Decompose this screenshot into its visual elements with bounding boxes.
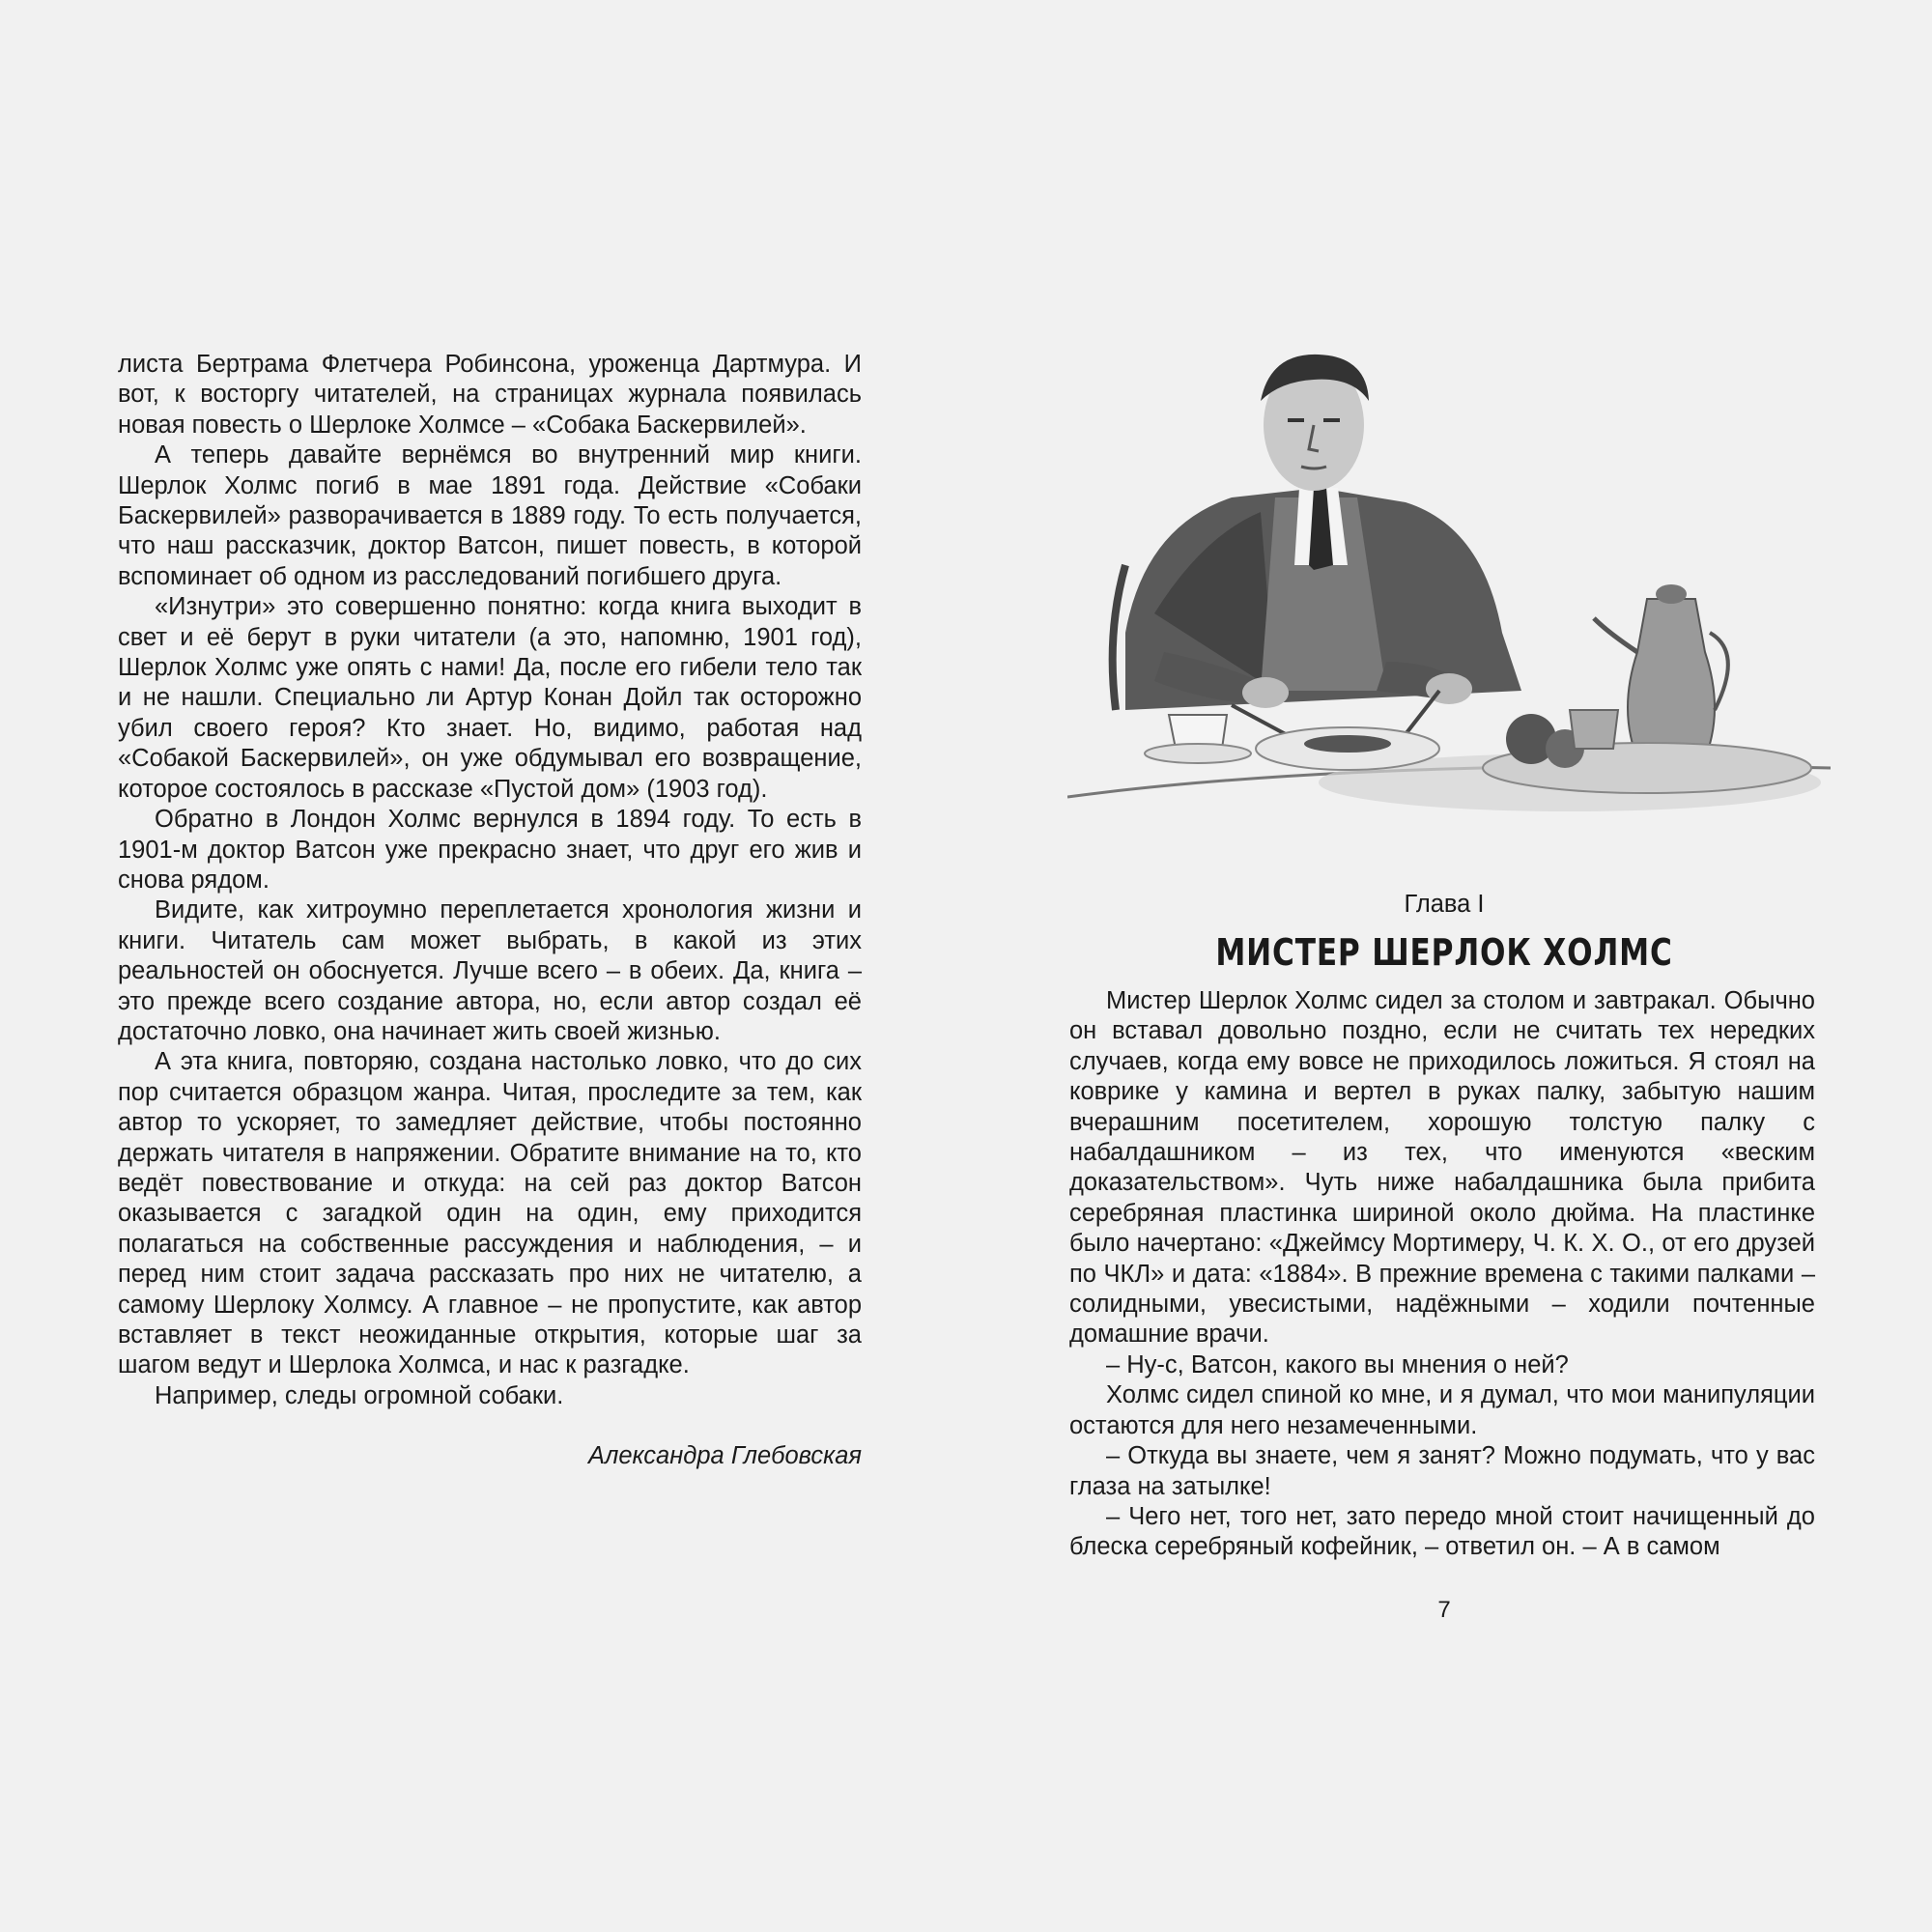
paragraph: Например, следы огромной собаки.	[155, 1381, 564, 1409]
left-page-text	[118, 350, 862, 1411]
chapter-label: Глава I	[1404, 891, 1485, 918]
paragraph: – Откуда вы знаете, чем я занят? Можно подумать, что у вас глаза на затылке!	[1069, 1442, 1815, 1500]
holmes-breakfast-illustration	[1067, 343, 1831, 826]
paragraph: листа Бертрама Флетчера Робинсона, уроженца Дартмура. И вот, к восторгу читателей, на страницах журнала появилась новая повесть о Шерлоке Холмсе – «Собака Баскервилей».	[118, 351, 862, 439]
paragraph: Мистер Шерлок Холмс сидел за столом и завтракал. Обычно он вставал довольно поздно, если не считать тех нередких случаев, когда ему вовсе не приходилось ложиться. Я стоял на коврике у камина и вертел в руках палку, забытую нашим вчерашним посетителем, хорошую толстую палку с набалдашником – из тех, что именуются «веским доказательством». Чуть ниже набалдашника была прибита серебряная пластинка шириной около дюйма. На пластинке было начертано: «Джеймсу Мортимеру, Ч. К. Х. О., от его друзей по ЧКЛ» и дата: «1884». В прежние времена с такими палками – солидными, увесистыми, надёжными – ходили почтенные домашние врачи.	[1069, 987, 1815, 1349]
chapter-title: МИСТЕР ШЕРЛОК ХОЛМС	[1215, 931, 1673, 974]
paragraph: А эта книга, повторяю, создана настолько ловко, что до сих пор считается образцом жанра. Читая, проследите за тем, как автор то ускоряет, то замедляет действие, чтобы постоянно держать читателя в напряжении. Обратите внимание на то, кто ведёт повествование и откуда: на сей раз доктор Ватсон оказывается с загадкой один на один, ему приходится полагаться на собственные рассуждения и наблюдения, – и перед ним стоит задача рассказать про них не читателю, а самому Шерлоку Холмсу. А главное – не пропустите, как автор вставляет в текст неожиданные открытия, которые шаг за шагом ведут и Шерлока Холмса, и нас к разгадке.	[118, 1048, 862, 1379]
paragraph: Холмс сидел спиной ко мне, и я думал, что мои манипуляции остаются для него незамеченными.	[1069, 1381, 1815, 1439]
paragraph: Обратно в Лондон Холмс вернулся в 1894 году. То есть в 1901-м доктор Ватсон уже прекрасно знает, что друг его жив и снова рядом.	[118, 806, 862, 894]
author-signature: Александра Глебовская	[587, 1442, 862, 1469]
paragraph: – Чего нет, того нет, зато передо мной стоит начищенный до блеска серебряный кофейник, – ответил он. – А в самом	[1069, 1502, 1815, 1561]
paragraph: Видите, как хитроумно переплетается хронология жизни и книги. Читатель сам может выбрать, в какой из этих реальностей он обоснуется. Лучше всего – в обеих. Да, книга – это прежде всего создание автора, но, если автор создал её достаточно ловко, она начинает жить своей жизнью.	[118, 896, 862, 1045]
paragraph: А теперь давайте вернёмся во внутренний мир книги. Шерлок Холмс погиб в мае 1891 года. Действие «Собаки Баскервилей» разворачивается в 1889 году. То есть получается, что наш рассказчик, доктор Ватсон, пишет повесть, в которой вспоминает об одном из расследований погибшего друга.	[118, 441, 862, 590]
page-number: 7	[1437, 1597, 1451, 1623]
right-page-text	[1069, 986, 1815, 1563]
paragraph: «Изнутри» это совершенно понятно: когда книга выходит в свет и её берут в руки читатели (а это, напомню, 1901 год), Шерлок Холмс уже опять с нами! Да, после его гибели тело так и не нашли. Специально ли Артур Конан Дойл так осторожно убил своего героя? Кто знает. Но, видимо, работая над «Собакой Баскервилей», он уже обдумывал его возвращение, которое состоялось в рассказе «Пустой дом» (1903 год).	[118, 593, 862, 803]
paragraph: – Ну-с, Ватсон, какого вы мнения о ней?	[1106, 1350, 1569, 1378]
